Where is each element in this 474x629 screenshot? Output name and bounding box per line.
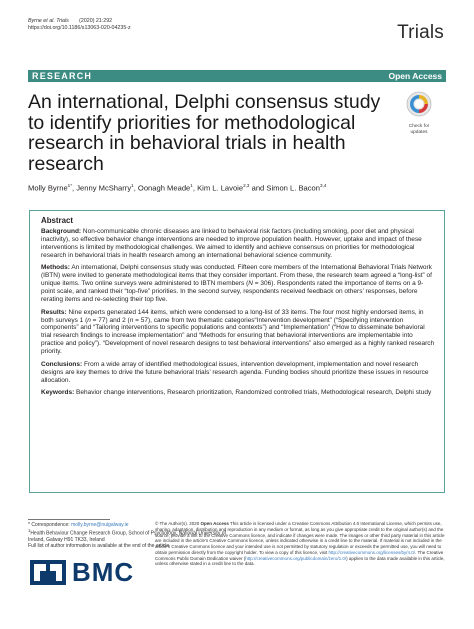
- license-text: . The Creative Commons Public Domain Dedication waiver (: [155, 549, 444, 561]
- section-text: From a wide array of identified methodological issues, intervention development, implementation and novel research designs are key themes to drive the future behavioral trials’ research agenda. Funding bodies should prioritize these issues in resource allocation.: [41, 360, 429, 384]
- author-affiliation-sup: 2,3: [243, 183, 250, 188]
- check-for-updates-line2: updates: [410, 129, 428, 135]
- section-text: = 57), came from two thematic categories“Intervention development” (“Specifying intervention components” and “Tailoring interventions to specific populations and contexts”) and “Implementation” (“How to disseminate behavioral trial research findings to increase implementation” and “Methods for ensuring that behavioral interventions are implementable into practice and policy”). “Development of novel research designs to test behavioral interventions” also emerged as a highly ranked research priority.: [41, 316, 435, 356]
- author-affiliation-sup: 3,4: [319, 183, 327, 188]
- check-for-updates-badge[interactable]: [394, 91, 444, 135]
- author-name[interactable]: Simon L. Bacon: [266, 183, 320, 193]
- affiliation-sup: 1: [28, 528, 31, 534]
- section-label: Results:: [41, 308, 67, 316]
- article-type-label: RESEARCH: [32, 71, 93, 81]
- section-text: = 77) and 2 (: [90, 316, 130, 324]
- license-text: ) applies to the data made available in this article, unless otherwise stated in a credit line to the data.: [155, 555, 445, 567]
- abstract-background: [41, 228, 435, 260]
- author-name[interactable]: Oonagh Meade: [137, 183, 191, 193]
- correspondence-label: * Correspondence:: [28, 522, 72, 528]
- check-for-updates-icon: [406, 91, 432, 117]
- abstract-results: [41, 309, 435, 357]
- correspondence-email-link[interactable]: molly.byrne@nuigalway.ie: [71, 522, 129, 528]
- section-text: An international, Delphi consensus study was conducted. Fifteen core members of the International Behavioral Trials Network (IBTN) were invited to generate methodological items that they consider important. From these, the research team agreed a “long-list” of unique items. Two online surveys were administered to IBTN members (: [41, 264, 432, 288]
- article-title: An international, Delphi consensus study to identify priorities for methodological research in behavioral trials in health research: [28, 91, 381, 175]
- section-label: Background:: [41, 228, 82, 235]
- citation-journal: Byrne et al. Trials: [28, 18, 69, 24]
- copyright-text: © The Author(s). 2020: [155, 521, 201, 526]
- author-separator: ,: [133, 183, 138, 193]
- sample-size-symbol: n: [129, 316, 134, 324]
- citation-block: [28, 18, 131, 33]
- citation-year: (2020) 21:292: [79, 18, 113, 24]
- article-type-banner: [28, 70, 446, 82]
- author-affiliation-sup: 1: [131, 183, 134, 188]
- footnote-divider: [28, 519, 110, 520]
- license-statement: [155, 521, 447, 567]
- author-info-note: Full list of author information is available at the end of the article: [28, 543, 170, 550]
- open-access-label: Open Access: [388, 71, 442, 81]
- abstract-box: [29, 210, 445, 493]
- author-separator: ,: [192, 183, 198, 193]
- abstract-keywords: [41, 389, 435, 397]
- author-list: [28, 183, 326, 193]
- bmc-logo-mark-icon: [28, 559, 68, 586]
- section-text: Behavior change interventions, Research prioritization, Randomized controlled trials, Methodological research, Delphi study: [74, 389, 432, 397]
- author-affiliation-sup: 1*: [67, 183, 73, 188]
- section-text: Nine experts generated 144 items, which were condensed to a long-list of 33 items. The four most highly endorsed items, in both surveys 1 (: [41, 308, 424, 324]
- sample-size-symbol: n: [87, 316, 91, 324]
- abstract-methods: [41, 264, 435, 304]
- check-for-updates-line1: Check for: [408, 124, 430, 129]
- section-label: Conclusions:: [41, 360, 83, 368]
- affiliation-text: Health Behaviour Change Research Group, School of Psychology, National University of Ireland, Galway H91 TK33, Ireland: [28, 530, 226, 544]
- publisher-name: BMC: [72, 557, 135, 587]
- doi-link[interactable]: https://doi.org/10.1186/s13063-020-04235-z: [28, 25, 131, 32]
- open-access-heading: Open Access: [200, 521, 229, 526]
- author-affiliation-sup: 1: [190, 183, 193, 188]
- section-label: Keywords:: [41, 389, 75, 397]
- citation-line: [28, 18, 131, 25]
- section-text: Non-communicable chronic diseases are linked to behavioral risk factors (including smoking, poor diet and physical inactivity), so effective behavior change interventions are needed to improve population health. However, uptake and impact of these interventions is limited by methodological challenges. We aimed to identify and achieve consensus on priorities for methodological research in behavioral trials in health research among an international behavioral science community.: [41, 228, 422, 259]
- journal-name: Trials: [397, 22, 444, 43]
- author-separator: and: [249, 183, 267, 193]
- section-text: = 306). Respondents rated the importance of items on a 9-point scale, and ranked their “top-five” priorities. In the second survey, respondents received feedback on others’ responses, before rerating items and re-selecting their top five.: [41, 280, 424, 304]
- author-name[interactable]: Jenny McSharry: [76, 183, 132, 193]
- author-name[interactable]: Molly Byrne: [28, 183, 68, 193]
- abstract-conclusions: [41, 361, 435, 385]
- sample-size-symbol: N: [248, 280, 253, 288]
- author-separator: ,: [72, 183, 77, 193]
- bmc-logo[interactable]: [28, 559, 143, 586]
- license-text: This article is licensed under a Creative Commons Attribution 4.0 International License, which permits use, sharing, adaptation, distribution and reproduction in any medium or format, as long as you give appropriate credit to the original author(s) and the source, provide a link to the Creative Commons licence, and indicate if changes were made. The images or other third party material in this article are included in the article's Creative Commons licence, unless indicated otherwise in a credit line to the material. If material is not included in the article's Creative Commons licence and your intended use is not permitted by statutory regulation or exceeds the permitted use, you will need to obtain permission directly from the copyright holder. To view a copy of this licence, visit: [155, 521, 445, 555]
- abstract-heading: Abstract: [41, 216, 74, 225]
- section-label: Methods:: [41, 264, 70, 272]
- cc-by-license-link[interactable]: http://creativecommons.org/licenses/by/4.0/: [328, 549, 416, 555]
- author-name[interactable]: Kim L. Lavoie: [197, 183, 244, 193]
- cc-zero-waiver-link[interactable]: http://creativecommons.org/publicdomain/zero/1.0/: [245, 555, 347, 561]
